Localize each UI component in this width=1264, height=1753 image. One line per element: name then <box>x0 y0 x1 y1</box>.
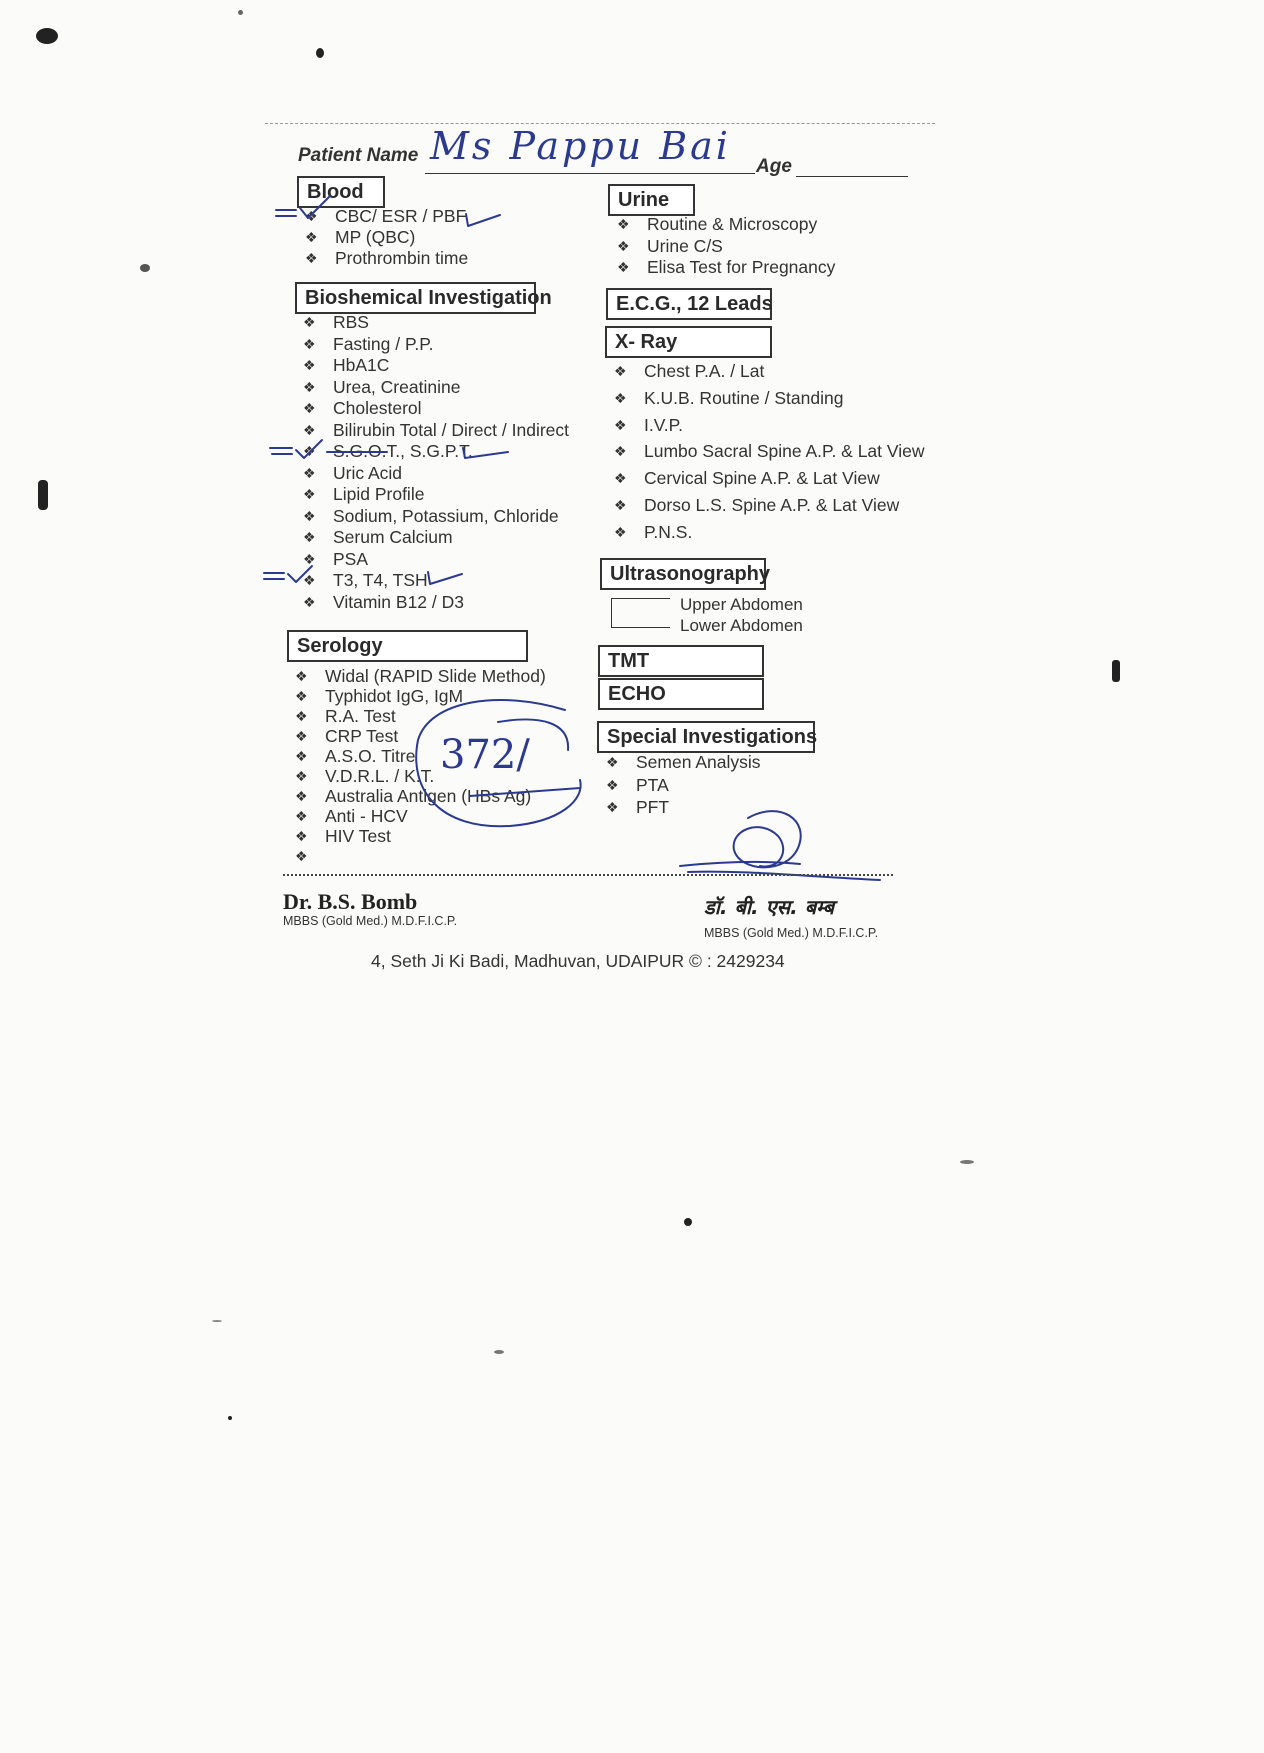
urine-list <box>615 214 835 279</box>
doctor-qual-en: MBBS (Gold Med.) M.D.F.I.C.P. <box>283 914 458 928</box>
section-ecg-title: E.C.G., 12 Leads <box>606 288 772 320</box>
dust-speck <box>316 48 324 58</box>
list-item: ❖ PSA <box>301 549 569 571</box>
list-item: ❖ Sodium, Potassium, Chloride <box>301 506 569 528</box>
special-list <box>604 751 761 819</box>
section-echo-title: ECHO <box>598 678 764 710</box>
dust-speck <box>38 480 48 510</box>
usg-bracket <box>611 598 670 628</box>
dust-speck <box>36 28 58 44</box>
list-item: ❖ Dorso L.S. Spine A.P. & Lat View <box>612 492 925 519</box>
signature-mark <box>680 811 880 880</box>
list-item: ❖ Anti - HCV <box>293 806 546 826</box>
dust-speck <box>238 10 243 15</box>
dust-speck <box>494 1350 504 1354</box>
list-item: ❖ RBS <box>301 312 569 334</box>
patient-name-label: Patient Name <box>298 145 419 166</box>
blood-list <box>303 206 468 269</box>
doctor-name-en: Dr. B.S. Bomb <box>283 889 418 914</box>
list-item: ❖ PTA <box>604 774 761 797</box>
list-item: ❖ Lumbo Sacral Spine A.P. & Lat View <box>612 438 925 465</box>
footer-divider <box>283 874 893 876</box>
list-item: ❖ CBC/ ESR / PBF <box>303 206 468 227</box>
section-tmt-title: TMT <box>598 645 764 677</box>
list-item: ❖ CRP Test <box>293 726 546 746</box>
list-item: ❖ Urea, Creatinine <box>301 377 569 399</box>
list-item: ❖ P.N.S. <box>612 519 925 546</box>
section-special-title: Special Investigations <box>597 721 815 753</box>
age-label: Age <box>756 156 792 177</box>
dust-speck <box>228 1416 232 1420</box>
patient-name-line <box>425 173 755 174</box>
list-item: ❖ Cholesterol <box>301 398 569 420</box>
list-item: ❖ S.G.O.T., S.G.P.T. <box>301 441 569 463</box>
xray-list <box>612 358 925 546</box>
list-item: ❖ R.A. Test <box>293 706 546 726</box>
list-item: ❖ Prothrombin time <box>303 248 468 269</box>
list-item: ❖ I.V.P. <box>612 412 925 439</box>
list-item: ❖ MP (QBC) <box>303 227 468 248</box>
dust-speck <box>960 1160 974 1164</box>
section-usg-title: Ultrasonography <box>600 558 766 590</box>
list-item: ❖ T3, T4, TSH <box>301 570 569 592</box>
dust-speck <box>684 1218 692 1226</box>
dust-speck <box>140 264 150 272</box>
patient-name-value[interactable]: Ms Pappu Bai <box>430 124 731 168</box>
section-urine-title: Urine <box>608 184 695 216</box>
list-item: ❖ A.S.O. Titre <box>293 746 546 766</box>
list-item: ❖ Lipid Profile <box>301 484 569 506</box>
list-item: ❖ Vitamin B12 / D3 <box>301 592 569 614</box>
list-item: ❖ Elisa Test for Pregnancy <box>615 257 835 279</box>
list-item: ❖ V.D.R.L. / K.T. <box>293 766 546 786</box>
section-xray-title: X- Ray <box>605 326 772 358</box>
section-blood-title: Blood <box>297 176 385 208</box>
clinic-address: 4, Seth Ji Ki Badi, Madhuvan, UDAIPUR © : 2429234 <box>371 951 785 971</box>
list-item: ❖ Cervical Spine A.P. & Lat View <box>612 465 925 492</box>
age-line <box>796 176 908 177</box>
usg-option-lower: Lower Abdomen <box>680 616 803 635</box>
list-item: ❖ Typhidot IgG, IgM <box>293 686 546 706</box>
doctor-qual-hi: MBBS (Gold Med.) M.D.F.I.C.P. <box>704 926 879 940</box>
list-item: ❖ K.U.B. Routine / Standing <box>612 385 925 412</box>
amount-handwritten: 372/ <box>440 732 530 778</box>
list-item: ❖ HbA1C <box>301 355 569 377</box>
list-item: ❖ PFT <box>604 796 761 819</box>
section-serology-title: Serology <box>287 630 528 662</box>
dust-speck <box>212 1320 222 1322</box>
list-item: ❖ Widal (RAPID Slide Method) <box>293 666 546 686</box>
doctor-name-hi: डॉ. बी. एस. बम्ब <box>704 895 835 919</box>
biochem-list <box>301 312 569 613</box>
list-item: ❖ Fasting / P.P. <box>301 334 569 356</box>
list-item: ❖ HIV Test <box>293 826 546 846</box>
list-item: ❖ Bilirubin Total / Direct / Indirect <box>301 420 569 442</box>
list-item: ❖ Semen Analysis <box>604 751 761 774</box>
list-item: ❖ Urine C/S <box>615 236 835 258</box>
list-item: ❖ Serum Calcium <box>301 527 569 549</box>
usg-option-upper: Upper Abdomen <box>680 595 803 614</box>
list-item: ❖ Routine & Microscopy <box>615 214 835 236</box>
dust-speck <box>1112 660 1120 682</box>
list-item: ❖ Uric Acid <box>301 463 569 485</box>
list-item: ❖ Chest P.A. / Lat <box>612 358 925 385</box>
section-biochem-title: Bioshemical Investigation <box>295 282 536 314</box>
list-item: ❖ Australia Antigen (HBs Ag) <box>293 786 546 806</box>
